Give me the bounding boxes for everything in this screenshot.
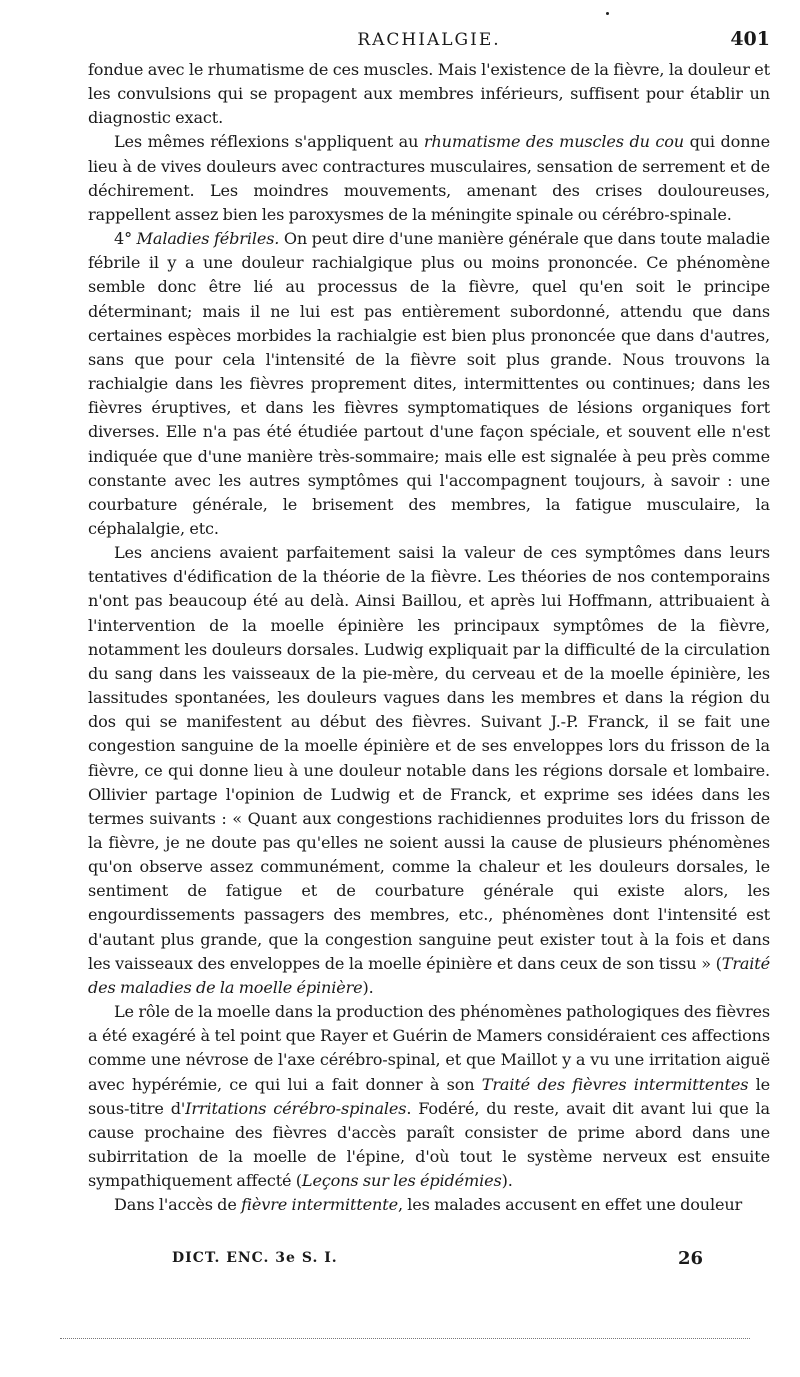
printer-signature: DICT. ENC. 3e S. I.	[172, 1250, 338, 1266]
paragraph	[88, 1000, 770, 1193]
text-run: Le rôle de la moelle dans la production des phénomènes pathologiques des fièvres a été exagéré à tel point que Rayer et Guérin de Mamers considéraient ces affections comme une névrose de l'axe cérébro-spinal, et que Maillot y a vu une irritation aiguë avec hypérémie, ce qui lui a fait donner à son	[88, 1002, 770, 1094]
text-run: 4°	[114, 229, 137, 249]
italic-text: Leçons sur les épidémies	[301, 1171, 502, 1191]
page	[88, 22, 770, 1218]
page-number: 401	[730, 28, 770, 50]
text-run: fondue avec le rhumatisme de ces muscles. Mais l'existence de la fièvre, la douleur et les convulsions qui se propagent aux membres inférieurs, suffisent pour établir un diagnostic exact.	[88, 60, 770, 128]
text-run: . Fodéré, du reste, avait dit avant lui que la cause prochaine des fièvres d'accès paraît consister de prime abord dans une subirritation de la moelle de l'épine, d'où tout le système nerveux est ensuite sympathiquement affecté (	[88, 1098, 770, 1191]
text-run: Les anciens avaient parfaitement saisi la valeur de ces symptômes dans leurs tentatives d'édification de la théorie de la fièvre. Les théories de nos contemporains n'ont pas beaucoup été au delà. Ainsi Baillou, et après lui Hoffmann, attribuaient à l'intervention de la moelle épinière les principaux symptômes de la fièvre, notamment les douleurs dorsales. Ludwig expliquait par la difficulté de la circulation du sang dans les vaisseaux de la pie-mère, du cerveau et de la moelle épinière, les lassitudes spontanées, les douleurs vagues dans les membres et dans la région du dos qui se manifestent au début des fièvres. Suivant J.-P. Franck, il se fait une congestion sanguine de la moelle épinière et de ses enveloppes lors du frisson de la fièvre, ce qui donne lieu à une douleur notable dans les régions dorsale et lombaire. Ollivier partage l'opinion de Ludwig et de Franck, et exprime ses idées dans les termes suivants : « Quant aux congestions rachidiennes produites lors du frisson de la fièvre, je ne doute pas qu'elles ne soient aussi la cause de plusieurs phénomènes qu'on observe assez communément, comme la chaleur et les douleurs dorsales, le sentiment de fatigue et de courbature générale qui existe alors, les engourdissements passagers des membres, etc., phénomènes dont l'intensité est d'autant plus grande, que la congestion sanguine peut exister tout à la fois et dans les vaisseaux des enveloppes de la moelle épinière et dans ceux de son tissu » (	[88, 543, 770, 973]
italic-text: Traité des fièvres intermittentes	[481, 1074, 749, 1094]
text-run: ).	[362, 977, 374, 997]
italic-text: rhumatisme des muscles du cou	[423, 132, 684, 152]
text-run: On peut dire d'une manière générale que dans toute maladie fébrile il y a une douleur rachialgique plus ou moins prononcée. Ce phénomène semble donc être lié au processus de la fièvre, quel qu'en soit le principe déterminant; mais il ne lui est pas entièrement subordonné, attendu que dans certaines espèces morbides la rachialgie est bien plus prononcée que dans d'autres, sans que pour cela l'intensité de la fièvre soit plus grande. Nous trouvons la rachialgie dans les fièvres proprement dites, intermittentes ou continues; dans les fièvres éruptives, et dans les fièvres symptomatiques de lésions organiques fort diverses. Elle n'a pas été étudiée partout d'une façon spéciale, et souvent elle n'est indiquée que d'une manière très-sommaire; mais elle est signalée à peu près comme constante avec les autres symptômes qui l'accompagnent toujours, à savoir : une courbature générale, le brisement des membres, la fatigue musculaire, la céphalalgie, etc.	[88, 229, 770, 538]
paragraph	[88, 1193, 770, 1217]
italic-text: Traité des maladies de la moelle épinière	[88, 953, 770, 997]
text-run: le sous-titre d'	[88, 1074, 770, 1118]
page-header	[88, 22, 770, 58]
paragraph	[88, 130, 770, 227]
italic-text: Maladies fébriles.	[136, 229, 280, 249]
paragraph	[88, 541, 770, 1000]
text-run: qui donne lieu à de vives douleurs avec contractures musculaires, sensation de serrement et de déchirement. Les moindres mouvements, amenant des crises douloureuses, rappellent assez bien les paroxysmes de la méningite spinale ou cérébro-spinale.	[88, 132, 770, 224]
text-run: Les mêmes réflexions s'appliquent au	[114, 132, 424, 152]
text-run: Dans l'accès de	[114, 1195, 242, 1215]
paragraph	[88, 58, 770, 130]
sheet-number: 26	[678, 1248, 704, 1269]
ink-speck	[606, 12, 609, 15]
text-run: , les malades accusent en effet une douleur	[397, 1195, 743, 1215]
bottom-rule-noise	[60, 1338, 750, 1339]
italic-text: Irritations cérébro-spinales	[185, 1098, 407, 1118]
page-footer	[88, 1248, 770, 1278]
text-run: ).	[501, 1171, 513, 1191]
body-text	[88, 58, 770, 1218]
italic-text: fièvre intermittente	[241, 1195, 398, 1215]
running-title: RACHIALGIE.	[357, 30, 501, 50]
paragraph	[88, 227, 770, 541]
